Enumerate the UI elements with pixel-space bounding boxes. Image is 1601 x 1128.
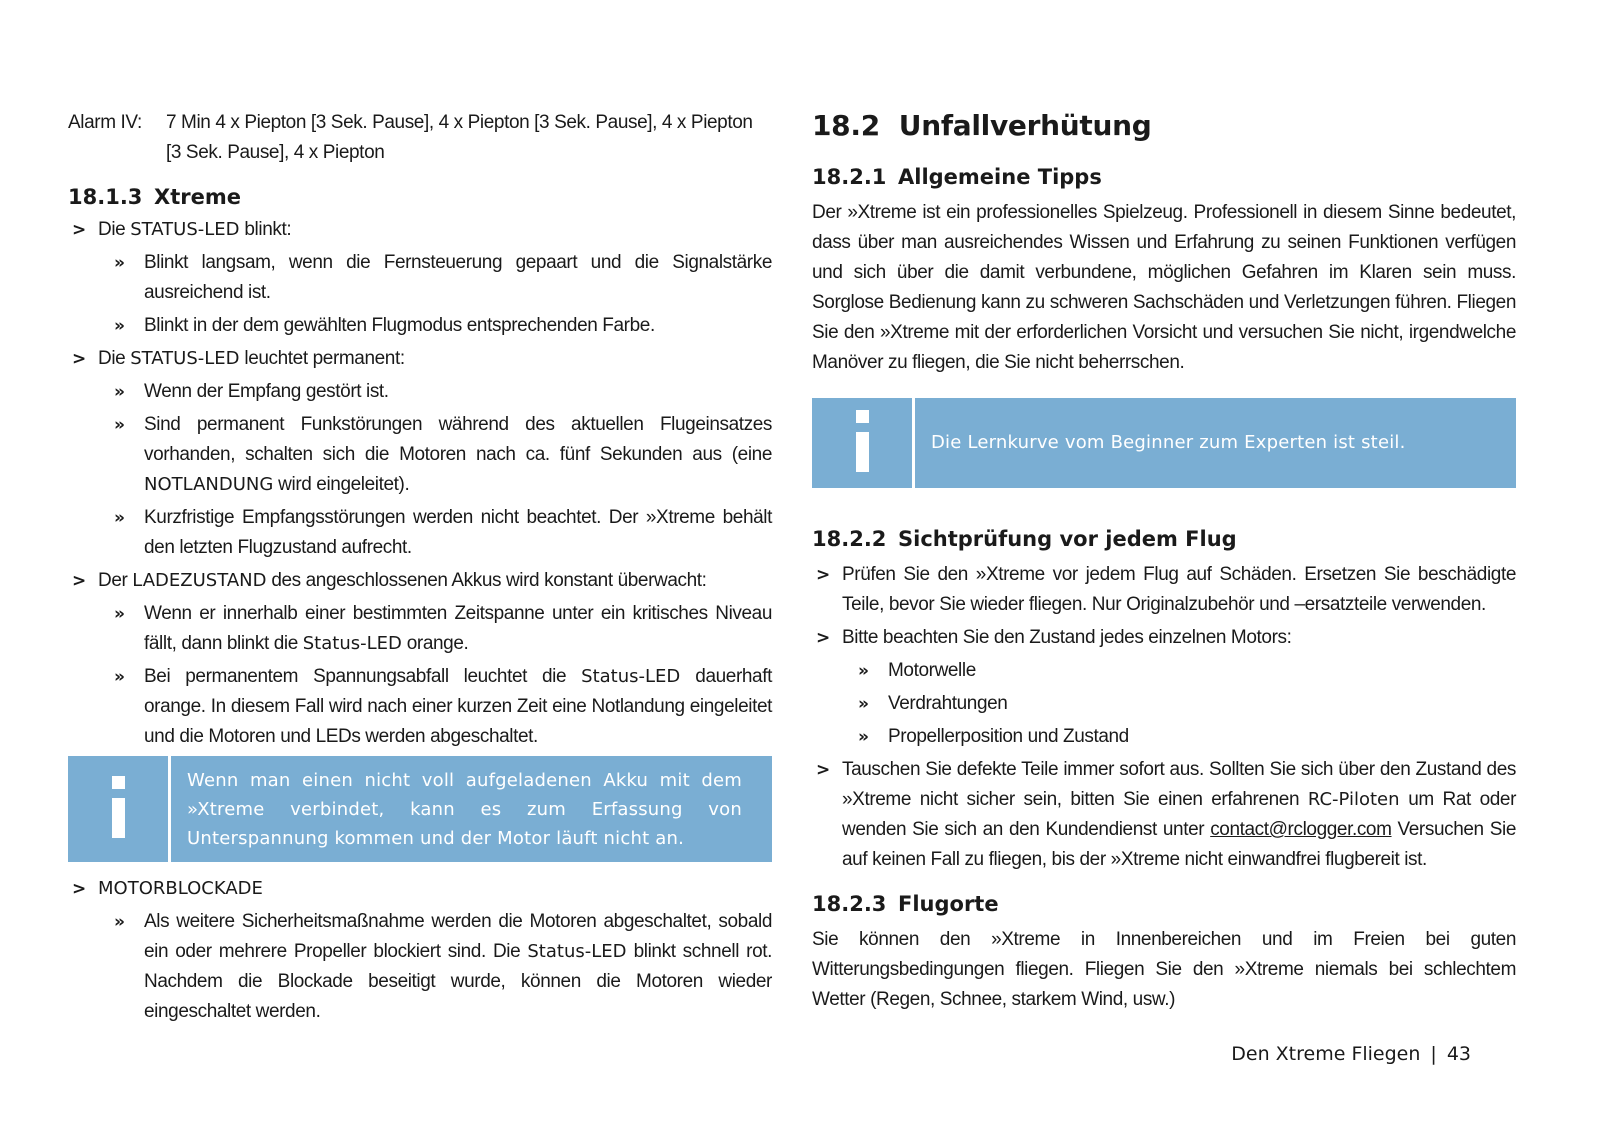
heading-number: 18.2.2	[812, 527, 887, 551]
sub-list-item	[68, 662, 772, 752]
heading-title: Flugorte	[898, 892, 999, 916]
bullet-marker: >	[72, 571, 86, 591]
list-text: Prüfen Sie den »Xtreme vor jedem Flug auf Schäden. Ersetzen Sie beschädigte Teile, bevor Sie wieder fliegen. Nur Originalzubehör und –ersatzteile verwenden.	[842, 564, 1516, 615]
sub-list-text: Blinkt in der dem gewählten Flugmodus entsprechenden Farbe.	[144, 315, 655, 336]
list-item	[68, 566, 772, 596]
right-column	[812, 108, 1516, 1015]
sub-bullet-marker: »	[114, 253, 125, 273]
info-icon	[68, 756, 171, 862]
code-term: Status-LED	[302, 633, 402, 654]
section-heading-18-1-3	[68, 182, 772, 212]
text-span: um Rat oder wenden Sie sich an den Kundendienst unter	[842, 789, 1516, 840]
bullet-marker: >	[72, 879, 86, 899]
text-span: Tauschen Sie defekte Teile immer sofort aus. Sollten Sie sich über den Zustand des »Xtreme nicht sicher sein, bitten Sie einen erfahrenen	[842, 759, 1516, 810]
code-term: Status-LED	[581, 666, 681, 687]
list-item	[68, 344, 772, 374]
sub-list-item	[68, 907, 772, 1027]
text-span: blinkt:	[239, 219, 292, 240]
list-text: Bitte beachten Sie den Zustand jedes einzelnen Motors:	[842, 627, 1292, 648]
section-heading-18-2-1	[812, 162, 1516, 192]
text-span: orange.	[401, 633, 469, 654]
list-item	[812, 623, 1516, 653]
bullet-marker: >	[72, 220, 86, 240]
sub-bullet-marker: »	[114, 667, 125, 687]
text-span: leuchtet permanent:	[239, 348, 405, 369]
info-box	[68, 756, 772, 862]
sub-bullet-marker: »	[114, 604, 125, 624]
info-box	[812, 398, 1516, 488]
heading-title: Allgemeine Tipps	[898, 165, 1102, 189]
alarm-row	[68, 108, 772, 168]
list-item	[812, 560, 1516, 620]
sub-list-item	[68, 599, 772, 659]
text-span: wird eingeleitet).	[273, 474, 410, 495]
heading-number: 18.2	[812, 109, 880, 142]
sub-list-item	[68, 410, 772, 500]
sub-bullet-marker: »	[114, 382, 125, 402]
code-term: LADEZUSTAND	[132, 570, 267, 591]
text-span: des angeschlossenen Akkus wird konstant überwacht:	[266, 570, 707, 591]
list-item	[68, 215, 772, 245]
sub-list-text: Blinkt langsam, wenn die Fernsteuerung gepaart und die Signalstärke ausreichend ist.	[144, 252, 772, 303]
bullet-marker: >	[816, 628, 830, 648]
code-term: MOTORBLOCKADE	[98, 878, 263, 899]
paragraph: Sie können den »Xtreme in Innenbereichen und im Freien bei guten Witterungsbedingungen fliegen. Fliegen Sie den »Xtreme niemals bei schlechtem Wetter (Regen, Schnee, starkem Wind, usw.)	[812, 929, 1516, 1010]
sub-bullet-marker: »	[114, 508, 125, 528]
sub-bullet-marker: »	[858, 694, 869, 714]
heading-title: Unfallverhütung	[898, 109, 1152, 142]
section-heading-18-2-3	[812, 889, 1516, 919]
heading-number: 18.1.3	[68, 185, 143, 209]
info-text: Die Lernkurve vom Beginner zum Experten ist steil.	[931, 432, 1406, 453]
sub-list-item	[812, 656, 1516, 686]
sub-bullet-marker: »	[114, 912, 125, 932]
code-term: NOTLANDUNG	[144, 474, 274, 495]
sub-list-text: Kurzfristige Empfangsstörungen werden nicht beachtet. Der »Xtreme behält den letzten Flugzustand aufrecht.	[144, 507, 772, 558]
text-span: Bei permanentem Spannungsabfall leuchtet die	[144, 666, 582, 687]
text-span: dauerhaft orange. In diesem Fall wird nach einer kurzen Zeit eine Notlandung eingeleitet und die Motoren und LEDs werden abgeschaltet.	[144, 666, 772, 747]
heading-title: Sichtprüfung vor jedem Flug	[898, 527, 1237, 551]
bullet-marker: >	[816, 565, 830, 585]
heading-number: 18.2.1	[812, 165, 887, 189]
info-text: Wenn man einen nicht voll aufgeladenen Akku mit dem »Xtreme verbindet, kann es zum Erfassung von Unterspannung kommen und der Motor läuft nicht an.	[187, 770, 742, 849]
code-term: RC-Piloten	[1307, 789, 1400, 810]
footer-separator: |	[1430, 1043, 1437, 1065]
sub-bullet-marker: »	[114, 415, 125, 435]
sub-list-item	[812, 722, 1516, 752]
paragraph: Der »Xtreme ist ein professionelles Spielzeug. Professionell in diesem Sinne bedeutet, dass über man ausreichendes Wissen und Erfahrung zu seinen Funktionen verfügen und sich über die damit verbundene, möglichen Gefahren im Klaren sein muss. Sorglose Bedienung kann zu schweren Sachschäden und Verletzungen führen. Fliegen Sie den »Xtreme mit der erforderlichen Vorsicht und versuchen Sie nicht, irgendwelche Manöver zu fliegen, die Sie nicht beherrschen.	[812, 202, 1516, 373]
sub-list-item	[68, 311, 772, 341]
sub-list-text: Wenn der Empfang gestört ist.	[144, 381, 389, 402]
page-footer	[1231, 1043, 1471, 1065]
footer-title: Den Xtreme Fliegen	[1231, 1043, 1421, 1065]
sub-bullet-marker: »	[858, 727, 869, 747]
alarm-text: 7 Min 4 x Piepton [3 Sek. Pause], 4 x Piepton [3 Sek. Pause], 4 x Piepton [3 Sek. Pause], 4 x Piepton	[166, 112, 753, 163]
text-span: Wenn er innerhalb einer bestimmten Zeitspanne unter ein kritisches Niveau fällt, dann blinkt die	[144, 603, 772, 654]
text-span: blinkt schnell rot. Nachdem die Blockade beseitigt wurde, können die Motoren wieder eingeschaltet werden.	[144, 941, 772, 1022]
sub-list-text: Verdrahtungen	[888, 693, 1008, 714]
code-term: STATUS-LED	[130, 348, 240, 369]
section-heading-18-2-2	[812, 524, 1516, 554]
sub-list-item	[68, 377, 772, 407]
sub-list-text: Motorwelle	[888, 660, 976, 681]
email-link[interactable]: contact@rclogger.com	[1210, 819, 1392, 840]
sub-list-item	[68, 248, 772, 308]
alarm-label: Alarm IV:	[68, 112, 142, 133]
bullet-marker: >	[816, 760, 830, 780]
code-term: STATUS-LED	[130, 219, 240, 240]
heading-title: Xtreme	[154, 185, 241, 209]
info-icon	[812, 398, 915, 488]
bullet-marker: >	[72, 349, 86, 369]
sub-list-text: Propellerposition und Zustand	[888, 726, 1129, 747]
text-span: Sind permanent Funkstörungen während des aktuellen Flugeinsatzes vorhanden, schalten sich die Motoren nach ca. fünf Sekunden aus (eine	[144, 414, 772, 465]
page-number: 43	[1446, 1043, 1471, 1065]
text-span: Die	[98, 348, 131, 369]
list-item	[812, 755, 1516, 875]
text-span: Versuchen Sie auf keinen Fall zu fliegen, bis der »Xtreme nicht einwandfrei flugbereit ist.	[842, 819, 1516, 870]
sub-list-item	[68, 503, 772, 563]
heading-number: 18.2.3	[812, 892, 887, 916]
sub-bullet-marker: »	[858, 661, 869, 681]
text-span: Die	[98, 219, 131, 240]
text-span: Als weitere Sicherheitsmaßnahme werden die Motoren abgeschaltet, sobald ein oder mehrere Propeller blockiert sind. Die	[144, 911, 772, 962]
sub-list-item	[812, 689, 1516, 719]
left-column	[68, 108, 772, 1027]
text-span: Der	[98, 570, 133, 591]
list-item	[68, 874, 772, 904]
sub-bullet-marker: »	[114, 316, 125, 336]
code-term: Status-LED	[527, 941, 627, 962]
section-heading-18-2	[812, 108, 1516, 144]
